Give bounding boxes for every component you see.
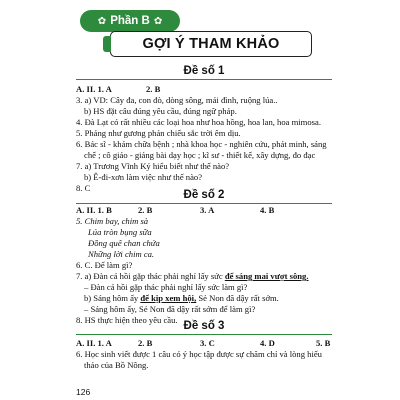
de2-line-7b-bold: để kịp xem hội,: [140, 293, 197, 303]
part-label: Phần B: [110, 15, 150, 27]
de1-line-5: 5. Phảng như gương phản chiếu sắc trời êm dịu.: [76, 128, 241, 138]
de2-line-8: 8. HS thực hiện theo yêu cầu.: [76, 315, 178, 325]
de2-line-7b-pre: b) Sáng hôm ấy: [84, 293, 139, 303]
page-title: GỢI Ý THAM KHẢO: [110, 31, 312, 57]
de1-line-7a: 7. a) Trương Vĩnh Ký hiểu biết như thế nào?: [76, 161, 230, 171]
section-heading-de1: Đề số 1: [76, 65, 332, 80]
answer-1: A. II. 1. A: [76, 84, 112, 94]
answer-2: 2. B: [138, 338, 153, 348]
de2-line-6: 6. C. Để làm gì?: [76, 260, 133, 270]
answer-3: 3. A: [200, 205, 215, 215]
de2-line-7a-bold: để sáng mai vượt sông.: [224, 271, 309, 281]
flower-star-icon-right: ✿: [153, 15, 163, 27]
de1-line-6b: chế ; cô giáo - giảng bài dạy học ; kĩ sư - thiết kế, xây dựng, đo đạc: [84, 150, 316, 160]
de1-line-7b: b) Ê-đi-xơn làm việc như thế nào?: [84, 172, 203, 182]
answer-1: A. II. 1. B: [76, 205, 112, 215]
de3-line-6b: thảo của Bồ Nông.: [84, 360, 149, 370]
answer-5: 5. B: [316, 338, 331, 348]
section-heading-de2: Đề số 2: [76, 189, 332, 204]
de3-line-6a: 6. Học sinh viết được 1 câu có ý học tập được sự chăm chỉ và lòng hiếu: [76, 349, 322, 359]
flower-star-icon: ✿: [97, 15, 107, 27]
de2-line-7b: [84, 293, 342, 304]
de2-line-7a2: – Đàn cá hồi gặp thác phải nghỉ lấy sức làm gì?: [84, 282, 248, 292]
answer-4: 4. D: [260, 338, 275, 348]
de2-line-5: 5. Chim bay, chim sà: [76, 216, 149, 226]
de2-line-7b2: – Sáng hôm ấy, Sẻ Non đã dậy rất sớm để làm gì?: [84, 304, 256, 314]
de1-line-3b: b) HS đặt câu đúng yêu cầu, đúng ngữ pháp.: [84, 106, 237, 116]
answer-3: 3. C: [200, 338, 215, 348]
de1-line-8: 8. C: [76, 183, 91, 193]
page-number: 126: [76, 387, 91, 397]
poem-line-2: Đồng quê chan chứa: [88, 238, 160, 248]
answer-row-de3: [76, 338, 334, 349]
answer-1: A. II. 1. A: [76, 338, 112, 348]
de2-line-7b-post: Sẻ Non đã dậy rất sớm.: [198, 293, 279, 303]
poem-line-3: Những lời chim ca.: [88, 249, 155, 259]
de1-line-6a: 6. Bác sĩ - khám chữa bệnh ; nhà khoa học - nghiên cứu, phát minh, sáng: [76, 139, 327, 149]
part-badge: [80, 10, 180, 32]
answer-row-de1: [76, 84, 334, 95]
de2-line-7a-text: 7. a) Đàn cá hồi gặp thác phải nghỉ lấy sức: [76, 271, 223, 281]
de1-line-4: 4. Đà Lạt có rất nhiều các loại hoa như hoa hồng, hoa lan, hoa mimosa.: [76, 117, 321, 127]
answer-2: 2. B: [146, 84, 161, 94]
section-heading-de3: Đề số 3: [76, 320, 332, 335]
de1-line-3: 3. a) VD: Cây đa, con đò, dòng sông, mái đình, ruộng lúa..: [76, 95, 278, 105]
de2-line-7a: [76, 271, 334, 282]
answer-2: 2. B: [138, 205, 153, 215]
answer-4: 4. B: [260, 205, 275, 215]
poem-line-1: Lúa tròn bụng sữa: [88, 227, 152, 237]
answer-row-de2: [76, 205, 334, 216]
